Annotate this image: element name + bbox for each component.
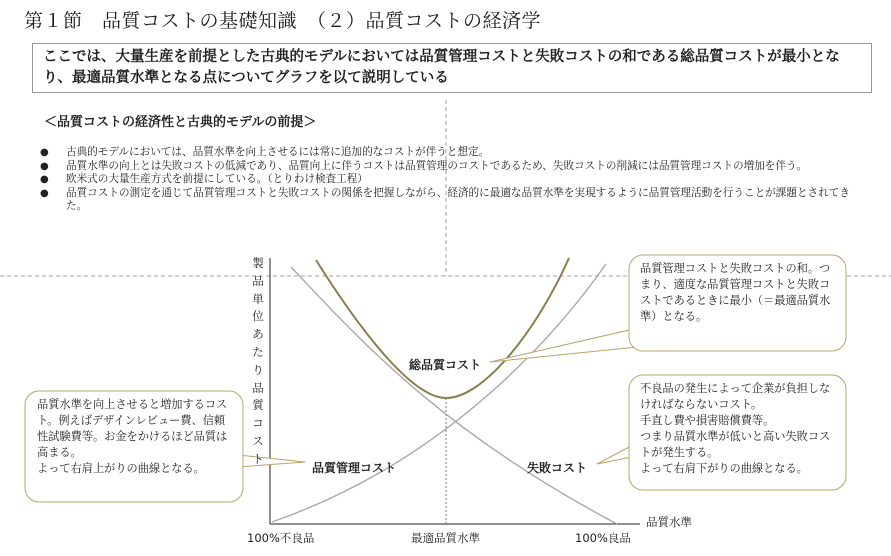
quality-control-cost-curve xyxy=(272,264,606,522)
control-callout-text: 品質水準を向上させると増加するコスト。例えばデザインレビュー費、信頼性試験費等。お金をかけるほど品質は高まる。 よって右肩上がりの曲線となる。 xyxy=(37,397,235,477)
y-axis-label-char: 単 xyxy=(252,291,264,306)
x-axis-label: 品質水準 xyxy=(646,515,692,529)
y-axis-label-char: 質 xyxy=(252,398,264,413)
x-tick-optimal: 最適品質水準 xyxy=(411,531,480,545)
y-axis-label-text xyxy=(251,255,265,469)
bullet-icon: ● xyxy=(40,174,49,185)
y-axis-label-char: た xyxy=(252,344,264,359)
bullet-text: 品質水準の向上とは失敗コストの低減であり、品質向上に伴うコストは品質管理のコストであるため、失敗コストの削減には品質管理コストの増加を伴う。 xyxy=(66,159,808,172)
failure-callout-pointer xyxy=(597,445,633,464)
y-axis-label-char: ス xyxy=(252,433,264,448)
total-quality-cost-curve xyxy=(316,258,569,398)
y-axis-label-char: コ xyxy=(252,416,264,431)
failure-cost-label: 失敗コスト xyxy=(527,461,588,475)
bullet-icon: ● xyxy=(40,160,49,172)
x-tick-low: 100%不良品 xyxy=(247,531,315,545)
summary-text: ここでは、大量生産を前提とした古典的モデルにおいては品質管理コストと失敗コストの和である総品質コストが最小となり、最適品質水準となる点についてグラフを以て説明している xyxy=(43,49,840,86)
bullet-icon: ● xyxy=(40,147,49,158)
total-cost-label: 総品質コスト xyxy=(409,358,482,372)
y-axis-label-char: あ xyxy=(252,327,264,342)
total-callout-text: 品質管理コストと失敗コストの和。つまり、適度な品質管理コストと失敗コストであるときに最小（＝最適品質水準）となる。 xyxy=(640,261,840,325)
failure-cost-curve xyxy=(291,267,617,524)
y-axis-label-char: り xyxy=(252,362,264,377)
y-axis-label-char: 品 xyxy=(252,273,264,288)
y-axis-label-char: 位 xyxy=(252,309,264,324)
bullet-text: 古典的モデルにおいては、品質水準を向上させるには常に追加的なコストが伴うと想定。 xyxy=(66,146,490,158)
y-axis-label-char: ト xyxy=(252,451,264,466)
x-tick-high: 100%良品 xyxy=(575,531,631,545)
quality-control-cost-label: 品質管理コスト xyxy=(312,461,397,475)
y-axis-label-char: 製 xyxy=(252,256,264,270)
bullet-text: 欧米式の大量生産方式を前提にしている。（とりわけ検査工程） xyxy=(66,173,368,185)
page-title: 第１節 品質コストの基礎知識 （２）品質コストの経済学 xyxy=(24,10,542,32)
y-axis-label-char: 品 xyxy=(252,380,264,395)
failure-callout-text: 不良品の発生によって企業が負担しなければならないコスト。 手直し費や損害賠償費等。 つまり品質水準が低いと高い失敗コストが発生する。 よって右肩下がりの曲線となる。 xyxy=(640,381,840,477)
y-axis-label xyxy=(251,255,265,469)
bullet-text: 品質コストの測定を通じて品質管理コストと失敗コストの関係を把握しながら、経済的に最適な品質水準を実現するように品質管理活動を行うことが課題とされてきた。 xyxy=(66,186,850,212)
control-callout-pointer xyxy=(238,455,305,467)
section-heading: ＜品質コストの経済性と古典的モデルの前提＞ xyxy=(44,115,317,130)
bullet-icon: ● xyxy=(40,187,49,199)
